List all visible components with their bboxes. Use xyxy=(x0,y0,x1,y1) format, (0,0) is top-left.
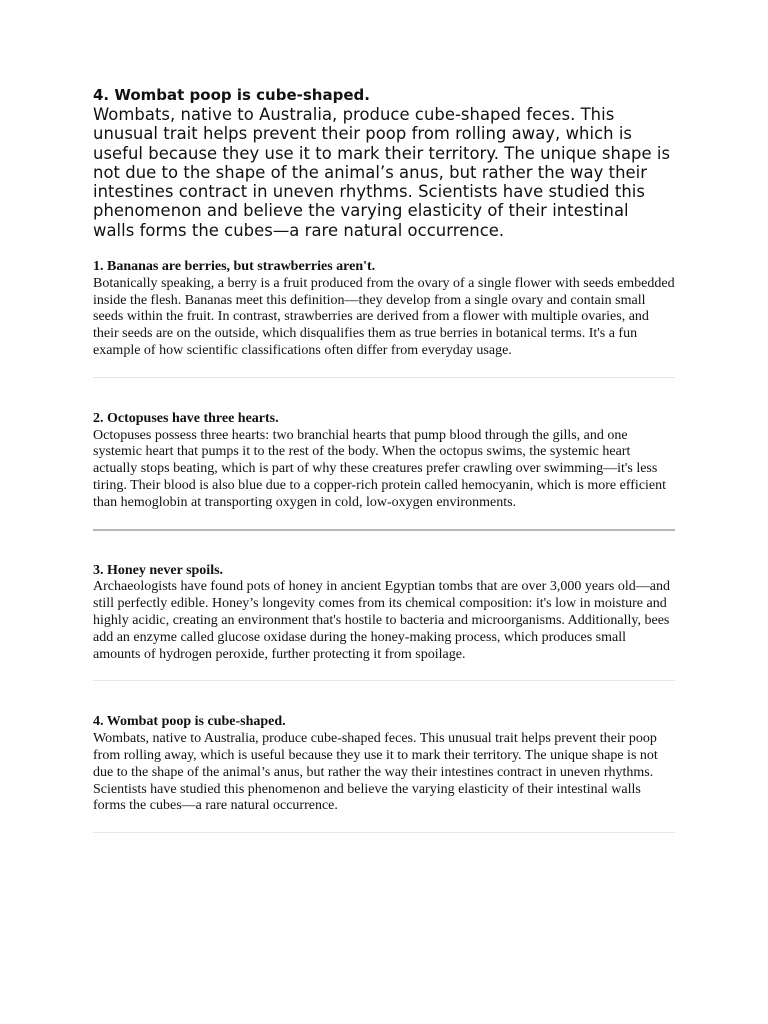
fact-item-bananas xyxy=(93,259,675,360)
fact-item-honey xyxy=(93,563,675,664)
document-page xyxy=(93,86,675,833)
fact-body: Wombats, native to Australia, produce cube-shaped feces. This unusual trait helps prevent their poop from rolling away, which is useful because they use it to mark their territory. The unique shape is not due to the shape of the animal’s anus, but rather the way their intestines contract in uneven rhythms. Scientists have studied this phenomenon and believe the varying elasticity of their intestinal walls forms the cubes—a rare natural occurrence. xyxy=(93,731,658,814)
fact-item-octopuses xyxy=(93,411,675,512)
divider xyxy=(93,680,675,681)
divider xyxy=(93,832,675,833)
divider xyxy=(93,529,675,531)
fact-body: Octopuses possess three hearts: two branchial hearts that pump blood through the gills, and one systemic heart that pumps it to the rest of the body. When the octopus swims, the systemic heart actually stops beating, which is part of why these creatures prefer crawling over swimming—it's less tiring. Their blood is also blue due to a copper-rich protein called hemocyanin, which is more efficient than hemoglobin at transporting oxygen in cold, low-oxygen environments. xyxy=(93,427,667,510)
fact-title: 2. Octopuses have three hearts. xyxy=(93,410,279,426)
fact-body: Archaeologists have found pots of honey in ancient Egyptian tombs that are over 3,000 years old—and still perfectly edible. Honey’s longevity comes from its chemical composition: it's low in moisture and highly acidic, creating an environment that's hostile to bacteria and microorganisms. Additionally, bees add an enzyme called glucose oxidase during the honey-making process, which produces small amounts of hydrogen peroxide, further protecting it from spoilage. xyxy=(93,579,670,662)
lead-title: 4. Wombat poop is cube-shaped. xyxy=(93,86,370,104)
fact-title: 4. Wombat poop is cube-shaped. xyxy=(93,714,286,730)
fact-item-wombats xyxy=(93,714,675,815)
divider xyxy=(93,377,675,378)
fact-title: 1. Bananas are berries, but strawberries aren't. xyxy=(93,259,376,275)
fact-body: Botanically speaking, a berry is a fruit produced from the ovary of a single flower with seeds embedded inside the flesh. Bananas meet this definition—they develop from a single ovary and contain small seeds within the fruit. In contrast, strawberries are derived from a flower with multiple ovaries, and their seeds are on the outside, which disqualifies them as true berries in botanical terms. It's a fun example of how scientific classifications often differ from everyday usage. xyxy=(93,275,675,359)
lead-section xyxy=(93,86,675,240)
fact-title: 3. Honey never spoils. xyxy=(93,562,224,578)
lead-body: Wombats, native to Australia, produce cube-shaped feces. This unusual trait helps prevent their poop from rolling away, which is useful because they use it to mark their territory. The unique shape is not due to the shape of the animal’s anus, but rather the way their intestines contract in uneven rhythms. Scientists have studied this phenomenon and believe the varying elasticity of their intestinal walls forms the cubes—a rare natural occurrence. xyxy=(93,105,671,240)
